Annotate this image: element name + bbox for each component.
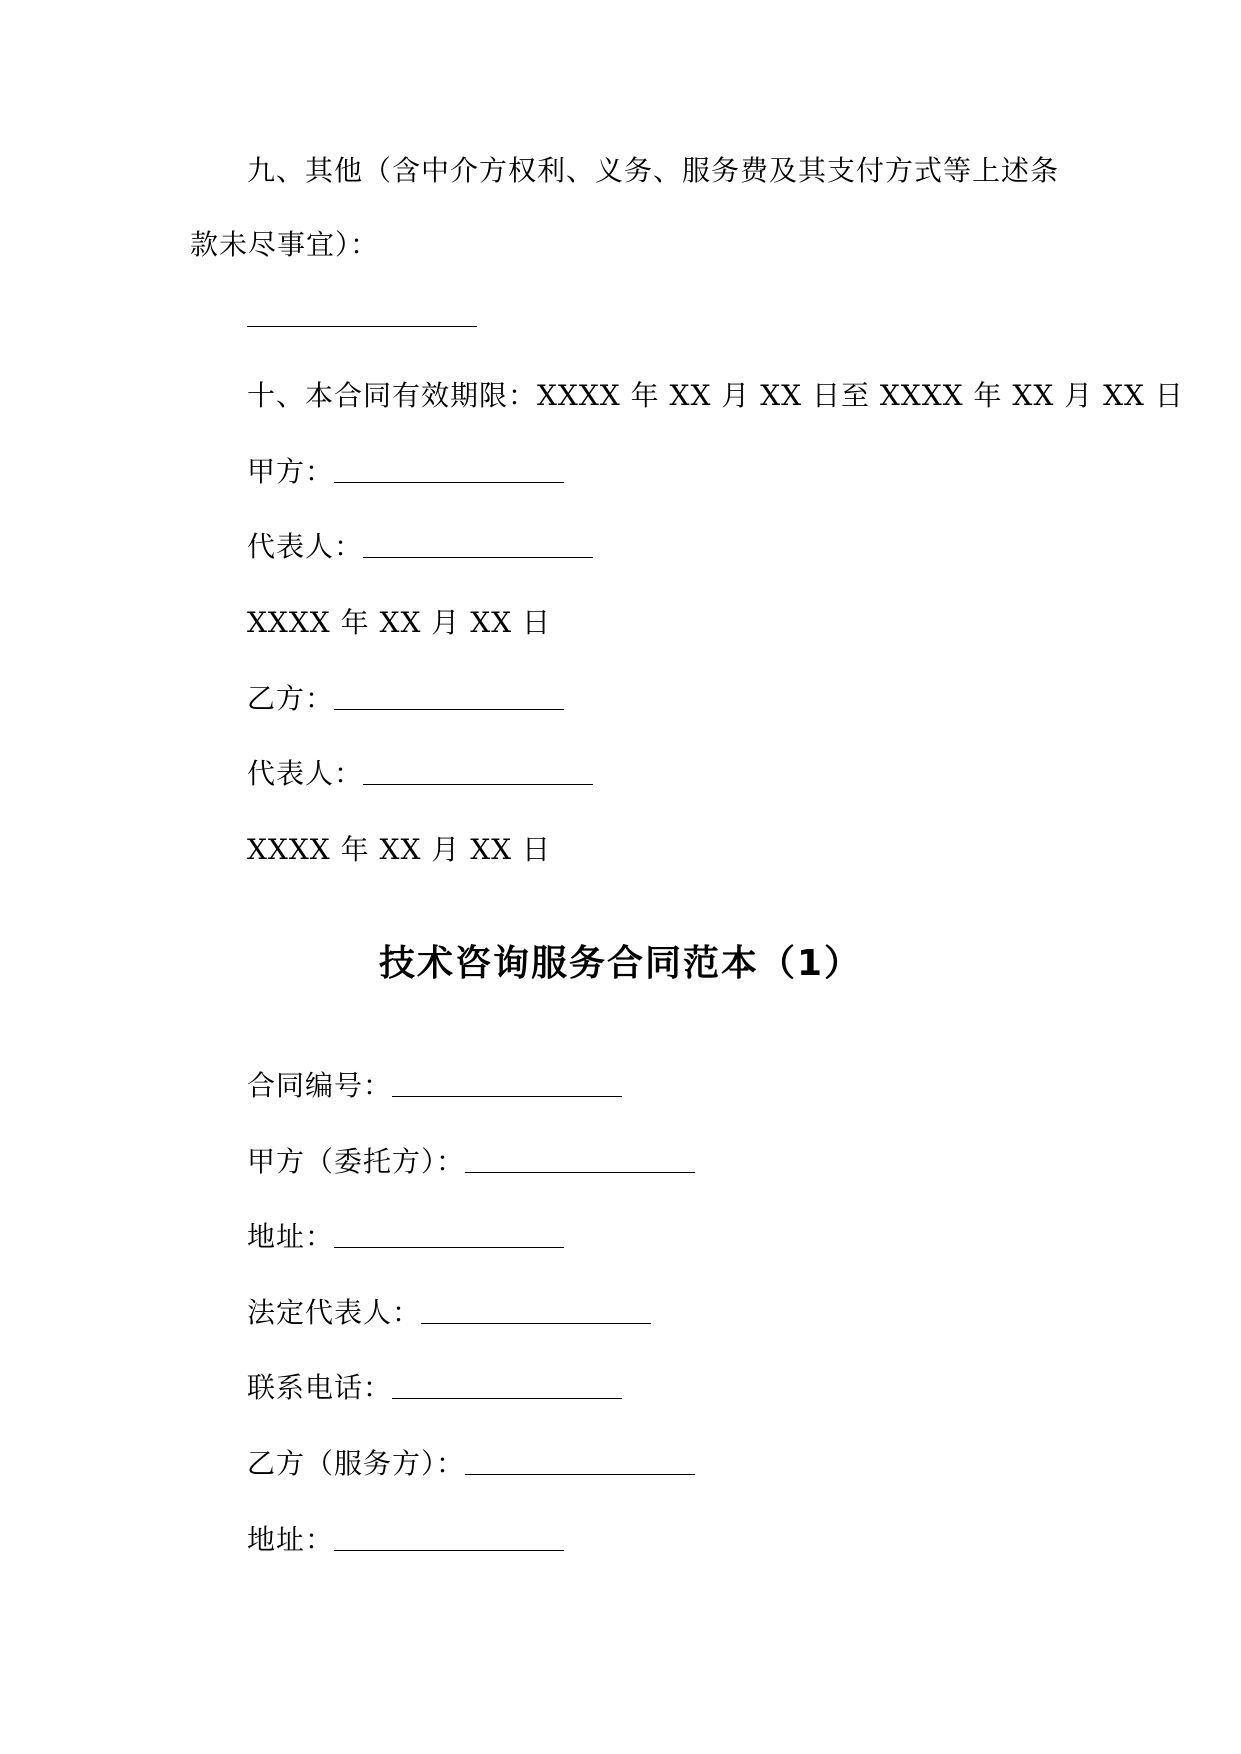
blank-line xyxy=(247,298,477,327)
contract-no-line xyxy=(247,1066,622,1106)
blank-line xyxy=(392,1068,622,1097)
clause-10-text: 十、本合同有效期限：XXXX 年 XX 月 XX 日至 XXXX 年 XX 月 XX 日 xyxy=(247,379,1184,412)
phone-line xyxy=(247,1368,622,1408)
blank-line xyxy=(363,529,593,558)
contract-no-label: 合同编号： xyxy=(247,1069,393,1102)
blank-line xyxy=(334,681,564,710)
clause-9-text-1: 九、其他（含中介方权利、义务、服务费及其支付方式等上述条 xyxy=(247,154,1060,187)
legal-rep-label: 法定代表人： xyxy=(247,1296,422,1329)
party-a-label: 甲方： xyxy=(247,455,335,488)
client-line xyxy=(247,1142,695,1182)
party-a-date xyxy=(247,603,551,643)
document-title xyxy=(0,940,1241,988)
provider-line xyxy=(247,1444,695,1484)
party-b-date-text: XXXX 年 XX 月 XX 日 xyxy=(247,833,551,866)
party-a-rep-line xyxy=(247,527,593,567)
party-a-line xyxy=(247,452,564,492)
legal-rep-line xyxy=(247,1293,651,1333)
clause-9-blank xyxy=(247,296,477,336)
blank-line xyxy=(465,1446,695,1475)
party-b-date xyxy=(247,830,551,870)
party-a-rep-label: 代表人： xyxy=(247,530,364,563)
party-b-line xyxy=(247,679,564,719)
client-address-line xyxy=(247,1217,564,1257)
blank-line xyxy=(334,454,564,483)
blank-line xyxy=(334,1219,564,1248)
party-b-label: 乙方： xyxy=(247,682,335,715)
blank-line xyxy=(334,1522,564,1551)
party-a-date-text: XXXX 年 XX 月 XX 日 xyxy=(247,606,551,639)
blank-line xyxy=(392,1370,622,1399)
clause-10 xyxy=(247,376,1184,416)
phone-label: 联系电话： xyxy=(247,1371,393,1404)
provider-label: 乙方（服务方）： xyxy=(247,1447,466,1480)
party-b-rep-line xyxy=(247,754,593,794)
blank-line xyxy=(465,1144,695,1173)
clause-9-text-2: 款未尽事宜）： xyxy=(190,228,380,261)
clause-9-line-1 xyxy=(247,151,1059,191)
provider-address-line xyxy=(247,1520,564,1560)
client-address-label: 地址： xyxy=(247,1220,335,1253)
party-b-rep-label: 代表人： xyxy=(247,757,364,790)
blank-line xyxy=(363,756,593,785)
client-label: 甲方（委托方）： xyxy=(247,1145,466,1178)
blank-line xyxy=(421,1295,651,1324)
provider-address-label: 地址： xyxy=(247,1523,335,1556)
title-text: 技术咨询服务合同范本（1） xyxy=(378,943,863,984)
clause-9-line-2 xyxy=(190,225,379,265)
